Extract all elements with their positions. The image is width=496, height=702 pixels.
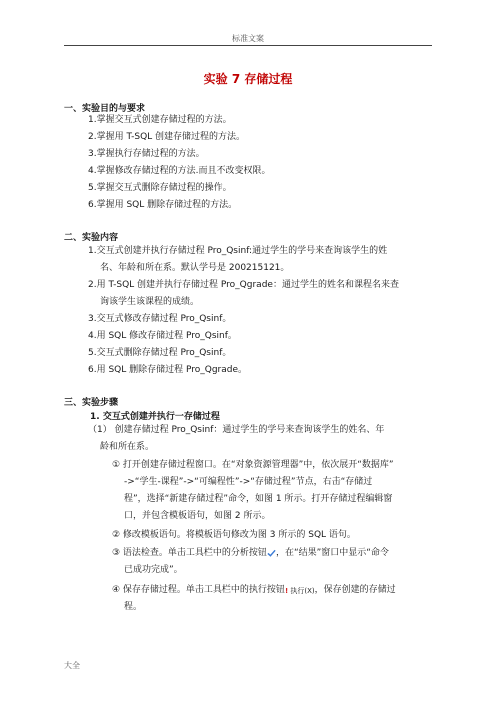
- section-heading-steps: 三、实验步骤: [64, 398, 119, 408]
- list-item: 2.掌握用 T-SQL 创建存储过程的方法。: [88, 132, 246, 142]
- step-3-text-after-icon: ，在“结果”窗口中显示“命令: [275, 548, 389, 558]
- step-3-text: ③ 语法检查。单击工具栏中的分析按钮: [112, 548, 267, 558]
- step-3-line: [112, 547, 389, 559]
- step-1-text: ① 打开创建存储过程窗口。在“对象资源管理器”中，依次展开“数据库”: [112, 460, 394, 470]
- list-item-continued: 名、年龄和所在系。默认学号是 200215121。: [100, 263, 290, 273]
- list-item: 5.掌握交互式删除存储过程的操作。: [88, 183, 232, 193]
- list-item-continued: 询该学生该课程的成绩。: [100, 297, 200, 307]
- step-1-text: ->“学生-课程”->“可编程性”->“存储过程”节点，右击“存储过: [124, 477, 373, 487]
- step-3-text: 已成功完成”。: [124, 565, 183, 575]
- list-item: 4.用 SQL 修改存储过程 Pro_Qsinf。: [88, 331, 237, 341]
- paragraph-continued: 龄和所在系。: [100, 442, 155, 452]
- step-4-text: ④ 保存存储过程。单击工具栏中的执行按钮: [112, 585, 285, 595]
- execute-label: 执行(X): [290, 586, 315, 595]
- list-item: 6.掌握用 SQL 删除存储过程的方法。: [88, 200, 238, 210]
- list-item: 3.掌握执行存储过程的方法。: [88, 149, 205, 159]
- list-item: 4.掌握修改存储过程的方法.而且不改变权限。: [88, 166, 271, 176]
- step-4-line: [112, 584, 396, 596]
- list-item: 1.掌握交互式创建存储过程的方法。: [88, 115, 232, 125]
- section-heading-content: 二、实验内容: [64, 233, 119, 243]
- list-item: 1.交互式创建并执行存储过程 Pro_Qsinf:通过学生的学号来查询该学生的姓: [88, 246, 388, 256]
- list-item: 6.用 SQL 删除存储过程 Pro_Qgrade。: [88, 365, 248, 375]
- list-item: 3.交互式修改存储过程 Pro_Qsinf。: [88, 314, 232, 324]
- list-item: 5.交互式删除存储过程 Pro_Qsinf。: [88, 348, 232, 358]
- step-4-text: 程。: [124, 602, 143, 612]
- step-1-text: 程”，选择“新建存储过程”命令，如图 1 所示。打开存储过程编辑窗: [124, 494, 393, 504]
- document-title: 实验 7 存储过程: [203, 72, 293, 86]
- header-rule: [64, 45, 432, 46]
- step-4-text-after-icon: ，保存创建的存储过: [314, 585, 396, 595]
- step-2-text: ② 修改模板语句。将模板语句修改为图 3 所示的 SQL 语句。: [112, 530, 356, 540]
- execute-button-icon: [285, 585, 315, 595]
- paragraph: （1） 创建存储过程 Pro_Qsinf：通过学生的学号来查询该学生的姓名、年: [88, 425, 385, 435]
- section-heading-goals: 一、实验目的与要求: [64, 104, 146, 114]
- list-item: 2.用 T-SQL 创建并执行存储过程 Pro_Qgrade：通过学生的姓名和课程名来查: [88, 280, 399, 290]
- page-header: 标准文案: [232, 34, 264, 43]
- subsection-heading: 1. 交互式创建并执行一存储过程: [90, 412, 220, 422]
- exclamation-icon: !: [284, 586, 289, 595]
- step-1-text: 口，并包含模板语句，如图 2 所示。: [124, 511, 271, 521]
- page-footer: 大全: [64, 661, 80, 670]
- parse-check-icon: [267, 549, 276, 557]
